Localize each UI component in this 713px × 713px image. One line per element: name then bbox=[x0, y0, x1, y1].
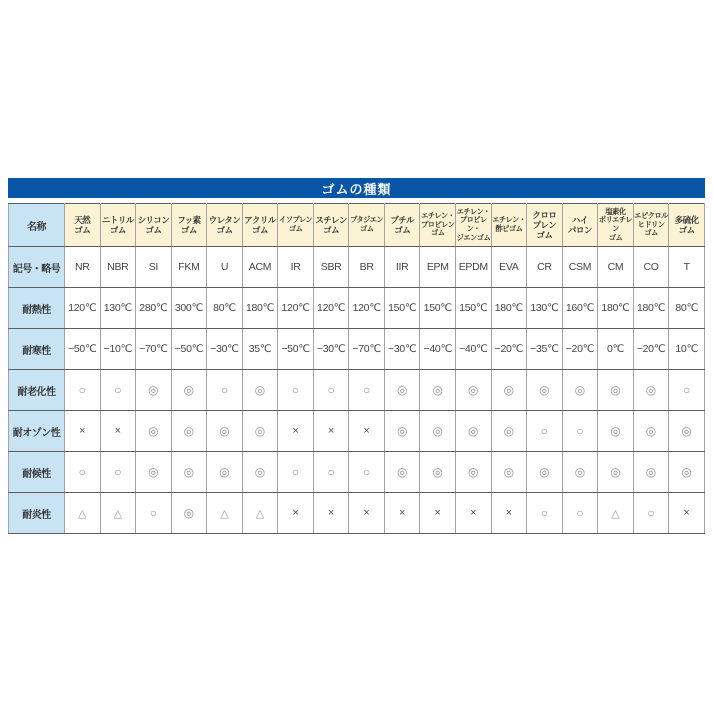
table-cell: ◎ bbox=[633, 411, 669, 452]
table-cell: −35℃ bbox=[527, 329, 563, 370]
table-cell: −20℃ bbox=[633, 329, 669, 370]
table-row bbox=[9, 288, 705, 329]
table-cell: ◎ bbox=[491, 370, 527, 411]
column-header-CM: 塩素化 ポリエチレン ゴム bbox=[598, 204, 634, 247]
table-cell: EVA bbox=[491, 247, 527, 288]
table-cell: BR bbox=[349, 247, 385, 288]
column-header-CO: エピクロル ヒドリン ゴム bbox=[633, 204, 669, 247]
table-cell: ○ bbox=[349, 370, 385, 411]
table-row bbox=[9, 493, 705, 534]
table-cell: × bbox=[278, 411, 314, 452]
table-cell: ◎ bbox=[527, 452, 563, 493]
column-header-NR: 天然 ゴム bbox=[65, 204, 101, 247]
table-cell: × bbox=[313, 493, 349, 534]
table-cell: CR bbox=[527, 247, 563, 288]
table-cell: 80℃ bbox=[669, 288, 705, 329]
table-cell: 0℃ bbox=[598, 329, 634, 370]
table-cell: ◎ bbox=[136, 370, 172, 411]
table-cell: × bbox=[384, 493, 420, 534]
table-cell: SI bbox=[136, 247, 172, 288]
table-cell: × bbox=[349, 493, 385, 534]
rubber-types-panel bbox=[8, 178, 705, 534]
table-cell: ○ bbox=[633, 493, 669, 534]
table-cell: ◎ bbox=[491, 411, 527, 452]
table-body bbox=[9, 247, 705, 534]
column-header-EPDM: エチレン・ プロピレン・ ジエンゴム bbox=[456, 204, 492, 247]
table-cell: ◎ bbox=[598, 411, 634, 452]
column-header-SBR: スチレン ゴム bbox=[313, 204, 349, 247]
table-cell: T bbox=[669, 247, 705, 288]
table-cell: ○ bbox=[313, 452, 349, 493]
table-cell: ◎ bbox=[171, 493, 207, 534]
table-cell: ◎ bbox=[527, 370, 563, 411]
column-header-ACM: アクリル ゴム bbox=[242, 204, 278, 247]
table-cell: ◎ bbox=[669, 411, 705, 452]
column-header-FKM: フッ素 ゴム bbox=[171, 204, 207, 247]
table-cell: 150℃ bbox=[420, 288, 456, 329]
table-cell: × bbox=[420, 493, 456, 534]
table-cell: −10℃ bbox=[100, 329, 136, 370]
column-header-T: 多硫化 ゴム bbox=[669, 204, 705, 247]
table-cell: ○ bbox=[562, 411, 598, 452]
row-label: 耐炎性 bbox=[9, 493, 65, 534]
table-cell: −30℃ bbox=[207, 329, 243, 370]
column-header-BR: ブタジエン ゴム bbox=[349, 204, 385, 247]
table-cell: 180℃ bbox=[633, 288, 669, 329]
table-cell: ◎ bbox=[420, 411, 456, 452]
table-cell: 120℃ bbox=[313, 288, 349, 329]
table-row bbox=[9, 452, 705, 493]
table-cell: ◎ bbox=[598, 370, 634, 411]
table-cell: 120℃ bbox=[349, 288, 385, 329]
column-header-EPM: エチレン・ プロピレン ゴム bbox=[420, 204, 456, 247]
table-cell: −30℃ bbox=[313, 329, 349, 370]
table-cell: −50℃ bbox=[278, 329, 314, 370]
table-cell: △ bbox=[598, 493, 634, 534]
table-row bbox=[9, 247, 705, 288]
row-label: 耐熱性 bbox=[9, 288, 65, 329]
table-cell: × bbox=[456, 493, 492, 534]
row-label: 耐寒性 bbox=[9, 329, 65, 370]
table-cell: ◎ bbox=[633, 370, 669, 411]
table-cell: 130℃ bbox=[100, 288, 136, 329]
table-cell: NBR bbox=[100, 247, 136, 288]
table-cell: ◎ bbox=[562, 452, 598, 493]
table-cell: ◎ bbox=[669, 452, 705, 493]
table-row bbox=[9, 329, 705, 370]
table-cell: ◎ bbox=[598, 452, 634, 493]
table-cell: ○ bbox=[527, 493, 563, 534]
column-header-EVA: エチレン・ 酢ビゴム bbox=[491, 204, 527, 247]
table-cell: 180℃ bbox=[491, 288, 527, 329]
table-cell: ◎ bbox=[384, 452, 420, 493]
column-header-CSM: ハイ パロン bbox=[562, 204, 598, 247]
column-header-SI: シリコン ゴム bbox=[136, 204, 172, 247]
table-cell: ◎ bbox=[171, 411, 207, 452]
table-title-bar bbox=[8, 178, 705, 198]
table-cell: ◎ bbox=[207, 411, 243, 452]
table-cell: × bbox=[349, 411, 385, 452]
rubber-properties-table bbox=[8, 203, 705, 534]
table-cell: ○ bbox=[527, 411, 563, 452]
column-header-IIR: ブチル ゴム bbox=[384, 204, 420, 247]
table-cell: ◎ bbox=[384, 411, 420, 452]
table-cell: × bbox=[278, 493, 314, 534]
table-row bbox=[9, 411, 705, 452]
table-title: ゴムの種類 bbox=[321, 181, 392, 197]
table-cell: ◎ bbox=[456, 370, 492, 411]
table-cell: −50℃ bbox=[65, 329, 101, 370]
table-cell: ○ bbox=[669, 370, 705, 411]
table-cell: △ bbox=[207, 493, 243, 534]
table-cell: CM bbox=[598, 247, 634, 288]
table-cell: ◎ bbox=[136, 452, 172, 493]
table-cell: 180℃ bbox=[598, 288, 634, 329]
table-cell: ◎ bbox=[242, 370, 278, 411]
table-cell: ◎ bbox=[562, 370, 598, 411]
table-cell: ◎ bbox=[491, 452, 527, 493]
column-header-U: ウレタン ゴム bbox=[207, 204, 243, 247]
table-cell: ◎ bbox=[171, 370, 207, 411]
table-cell: 180℃ bbox=[242, 288, 278, 329]
table-cell: ◎ bbox=[633, 452, 669, 493]
table-cell: CSM bbox=[562, 247, 598, 288]
table-cell: −70℃ bbox=[349, 329, 385, 370]
table-cell: ○ bbox=[100, 370, 136, 411]
table-cell: 300℃ bbox=[171, 288, 207, 329]
table-cell: × bbox=[100, 411, 136, 452]
table-cell: ○ bbox=[562, 493, 598, 534]
table-cell: 130℃ bbox=[527, 288, 563, 329]
table-cell: IR bbox=[278, 247, 314, 288]
table-cell: −70℃ bbox=[136, 329, 172, 370]
table-cell: ◎ bbox=[456, 452, 492, 493]
table-cell: U bbox=[207, 247, 243, 288]
column-header-IR: イソプレン ゴム bbox=[278, 204, 314, 247]
table-cell: 120℃ bbox=[65, 288, 101, 329]
table-cell: −30℃ bbox=[384, 329, 420, 370]
table-cell: × bbox=[491, 493, 527, 534]
column-header-NBR: ニトリル ゴム bbox=[100, 204, 136, 247]
table-cell: × bbox=[669, 493, 705, 534]
table-cell: ○ bbox=[313, 370, 349, 411]
table-cell: 160℃ bbox=[562, 288, 598, 329]
row-label: 耐老化性 bbox=[9, 370, 65, 411]
table-cell: IIR bbox=[384, 247, 420, 288]
table-cell: ○ bbox=[65, 452, 101, 493]
table-cell: 280℃ bbox=[136, 288, 172, 329]
table-cell: ◎ bbox=[207, 452, 243, 493]
table-cell: ○ bbox=[207, 370, 243, 411]
column-header-CR: クロロ プレン ゴム bbox=[527, 204, 563, 247]
row-label: 耐候性 bbox=[9, 452, 65, 493]
table-cell: −40℃ bbox=[456, 329, 492, 370]
table-cell: ○ bbox=[349, 452, 385, 493]
table-cell: ○ bbox=[278, 452, 314, 493]
table-cell: ◎ bbox=[420, 370, 456, 411]
table-cell: SBR bbox=[313, 247, 349, 288]
table-cell: 80℃ bbox=[207, 288, 243, 329]
table-cell: FKM bbox=[171, 247, 207, 288]
table-cell: ◎ bbox=[136, 411, 172, 452]
row-label-name: 名称 bbox=[9, 204, 65, 247]
table-cell: ◎ bbox=[171, 452, 207, 493]
table-cell: 150℃ bbox=[384, 288, 420, 329]
table-cell: ○ bbox=[136, 493, 172, 534]
table-cell: ◎ bbox=[242, 452, 278, 493]
table-row bbox=[9, 370, 705, 411]
table-cell: × bbox=[65, 411, 101, 452]
table-cell: △ bbox=[65, 493, 101, 534]
table-cell: 35℃ bbox=[242, 329, 278, 370]
table-cell: EPM bbox=[420, 247, 456, 288]
table-cell: ◎ bbox=[456, 411, 492, 452]
table-cell: −50℃ bbox=[171, 329, 207, 370]
row-label: 耐オゾン性 bbox=[9, 411, 65, 452]
table-cell: CO bbox=[633, 247, 669, 288]
table-cell: EPDM bbox=[456, 247, 492, 288]
table-cell: ◎ bbox=[384, 370, 420, 411]
table-cell: ◎ bbox=[242, 411, 278, 452]
table-cell: ○ bbox=[278, 370, 314, 411]
table-cell: ○ bbox=[65, 370, 101, 411]
row-label: 記号・略号 bbox=[9, 247, 65, 288]
table-cell: −40℃ bbox=[420, 329, 456, 370]
table-cell: 120℃ bbox=[278, 288, 314, 329]
table-cell: △ bbox=[100, 493, 136, 534]
table-cell: 150℃ bbox=[456, 288, 492, 329]
header-row bbox=[9, 204, 705, 247]
table-cell: × bbox=[313, 411, 349, 452]
table-cell: ACM bbox=[242, 247, 278, 288]
table-cell: NR bbox=[65, 247, 101, 288]
table-cell: −20℃ bbox=[491, 329, 527, 370]
table-header bbox=[9, 204, 705, 247]
table-cell: 10℃ bbox=[669, 329, 705, 370]
table-cell: △ bbox=[242, 493, 278, 534]
table-cell: −20℃ bbox=[562, 329, 598, 370]
table-cell: ◎ bbox=[420, 452, 456, 493]
table-cell: ○ bbox=[100, 452, 136, 493]
